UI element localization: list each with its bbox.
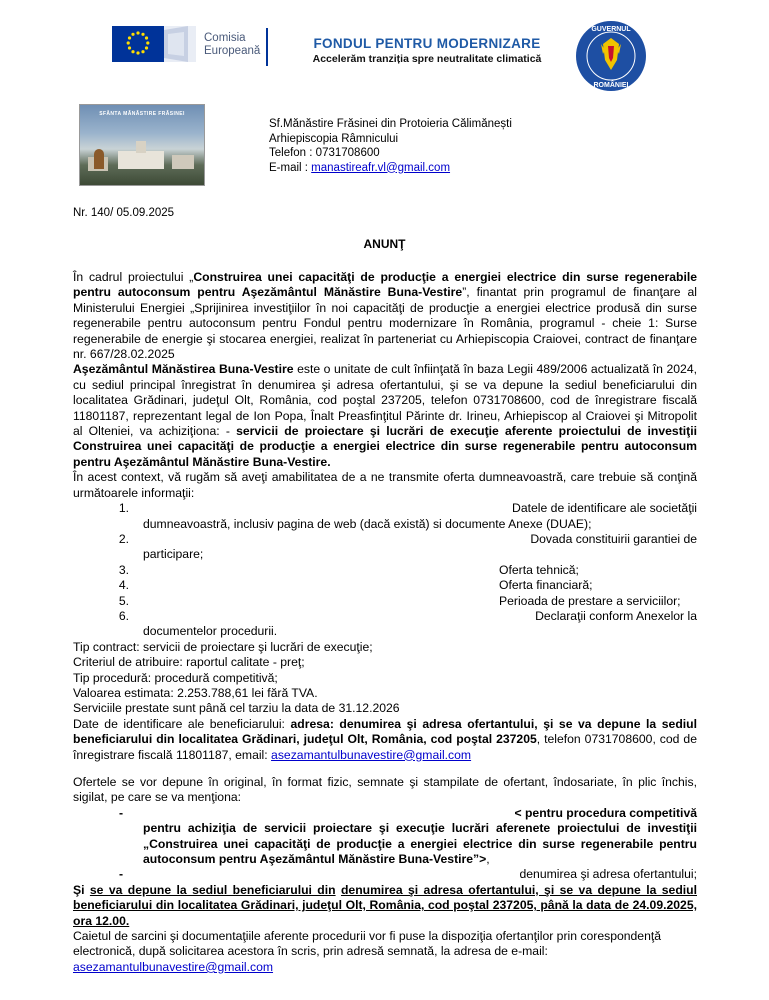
- document-body: [73, 270, 697, 975]
- list-item: 5. Perioada de prestare a serviciilor;: [118, 593, 681, 608]
- photo-caption: SFÂNTA MĂNĂSTIRE FRĂSINEI: [99, 111, 185, 117]
- valoare: Valoarea estimata: 2.253.788,61 lei fără TVA.: [73, 685, 318, 700]
- tip-contract: Tip contract: servicii de proiectare şi lucrări de execuţie;: [73, 639, 373, 654]
- list-item: 6. Declaraţii conform Anexelor la: [118, 608, 697, 623]
- final-email-link[interactable]: asezamantulbunavestire@gmail.com: [73, 959, 274, 974]
- eu-flag-logo: [112, 26, 164, 62]
- dash-item: - < pentru procedura competitivă: [119, 805, 697, 820]
- list-item-continuation: participare;: [143, 547, 204, 562]
- list-item: 4. Oferta financiară;: [118, 578, 593, 593]
- svg-text:ROMÂNIEI: ROMÂNIEI: [593, 82, 629, 89]
- final-email-row: [73, 960, 697, 975]
- document-number: Nr. 140/ 05.09.2025: [73, 207, 175, 219]
- divider: [266, 28, 268, 66]
- list-item-continuation: documentelor procedurii.: [143, 624, 278, 639]
- list-item: 2. Dovada constituirii garantiei de: [118, 531, 697, 546]
- list-item-continuation: dumneavoastră, inclusiv pagina de web (dacă există) si documente Anexe (DUAE);: [143, 516, 592, 531]
- contact-line: Arhiepiscopia Râmnicului: [269, 132, 399, 145]
- dash-item: - denumirea şi adresa ofertantului;: [119, 867, 697, 882]
- termen: Serviciile prestate sunt până cel tarziu la data de 31.12.2026: [73, 701, 400, 716]
- contact-line: Sf.Mănăstire Frăsinei din Protoieria Călimănești: [269, 118, 512, 130]
- fund-title: FONDUL PENTRU MODERNIZARE: [313, 36, 541, 51]
- list-item: 3. Oferta tehnică;: [118, 562, 579, 577]
- monastery-photo: [79, 104, 205, 186]
- dash-item-continuation: pentru achiziţia de servicii proiectare şi execuţie lucrări aferenete proiectului de investiţii „Construirea unei capacităţi de producţie a energiei electrice din surse regenerabile pentru autoconsum pentru Aşezământul Mănăstire Buna-Vestire”>,: [143, 821, 697, 867]
- paragraph-depunere: Şi se va depune la sediul beneficiarului din denumirea şi adresa ofertantului, şi se va depune la sediul beneficiarului din localitatea Grădinari, judeţul Olt, România, cod poştal 237205, până la data de 24.09.2025, ora 12.00.: [73, 882, 697, 928]
- paragraph-identificare: Date de identificare ale beneficiarului: adresa: denumirea şi adresa ofertantului, şi se va depune la sediul beneficiarului din localitatea Grădinari, judeţul Olt, România, cod poştal 237205, telefon 0731708600, cod de înregistrare fiscală 11801187, email: asezamantulbunavestire@gmail.com: [73, 716, 697, 762]
- paragraph-beneficiary: Aşezământul Mănăstirea Buna-Vestire este o unitate de cult înfiinţată în baza Legii 489/2006 actualizată în 2024, cu sediul principal înregistrat în denumirea şi adresa ofertantului, şi se va depune la sediul beneficiarului din localitatea Grădinari, judeţul Olt, România, cod poştal 237205, telefon 0731708600, cod de înregistrare fiscală 11801187, reprezentant legal de Ion Popa, Înalt Preasfinţitul Părinte dr. Irineu, Arhiepiscop al Craiovei şi Mitropolit al Olteniei, va achiziţiona: - servicii de proiectare şi lucrări de execuţie aferente proiectului de investiţii Construirea unei capacităţi de producţie a energiei electrice din surse regenerabile pentru autoconsum pentru Aşezământul Mănăstire Buna-Vestire.: [73, 362, 697, 469]
- paragraph-caiet: Caietul de sarcini şi documentaţiile aferente procedurii vor fi puse la dispoziţia ofertanţilor prin corespondenţă electronică, după solicitarea acestora în scris, prin adresă semnată, la adresa de e-mail:: [73, 929, 662, 959]
- svg-text:GUVERNUL: GUVERNUL: [591, 26, 631, 33]
- tip-procedura: Tip procedură: procedură competitivă;: [73, 670, 278, 685]
- eu-commission-label: Comisia Europeană: [204, 32, 261, 57]
- contact-phone: Telefon : 0731708600: [269, 147, 380, 159]
- criteriu: Criteriul de atribuire: raportul calitate - preţ;: [73, 655, 305, 670]
- list-item: 1. Datele de identificare ale societăţii: [118, 501, 697, 516]
- contact-email-link[interactable]: manastireafr.vl@gmail.com: [311, 161, 451, 174]
- paragraph-context: În acest context, vă rugăm să aveţi amabilitatea de a ne transmite oferta dumneavoastră, care trebuie să conţină următoarele informaţii:: [73, 470, 697, 500]
- government-seal-logo: [575, 20, 647, 92]
- fund-subtitle: Accelerăm tranziția spre neutralitate climatică: [312, 53, 542, 65]
- contact-block: [269, 117, 512, 175]
- email-link[interactable]: asezamantulbunavestire@gmail.com: [271, 747, 472, 762]
- eu-logo-wing: [164, 26, 196, 62]
- contact-email-row: E-mail : manastireafr.vl@gmail.com: [269, 161, 451, 174]
- paragraph-project: În cadrul proiectului „Construirea unei capacităţi de producţie a energiei electrice din surse regenerabile pentru autoconsum pentru Aşezământul Mănăstire Buna-Vestire”, finantat prin programul de finanţare al Ministerului Energiei „Sprijinirea investiţiilor în noi capacităţi de producţie a energiei electrice produsă din surse regenerabile pentru autoconsum pentru Fondul pentru modernizare în România, programul - cheie 1: Surse regenerabile de energie şi stocarea energiei, realizat în parteneriat cu Arhiepiscopia Craiovei, contract de finanţare nr. 667/28.02.2025: [73, 270, 697, 362]
- paragraph-oferte: Ofertele se vor depune în original, în format fizic, semnate şi stampilate de ofertant, îndosariate, în plic închis, sigilat, pe care se va menţiona:: [73, 775, 697, 805]
- document-heading: ANUNŢ: [363, 237, 406, 251]
